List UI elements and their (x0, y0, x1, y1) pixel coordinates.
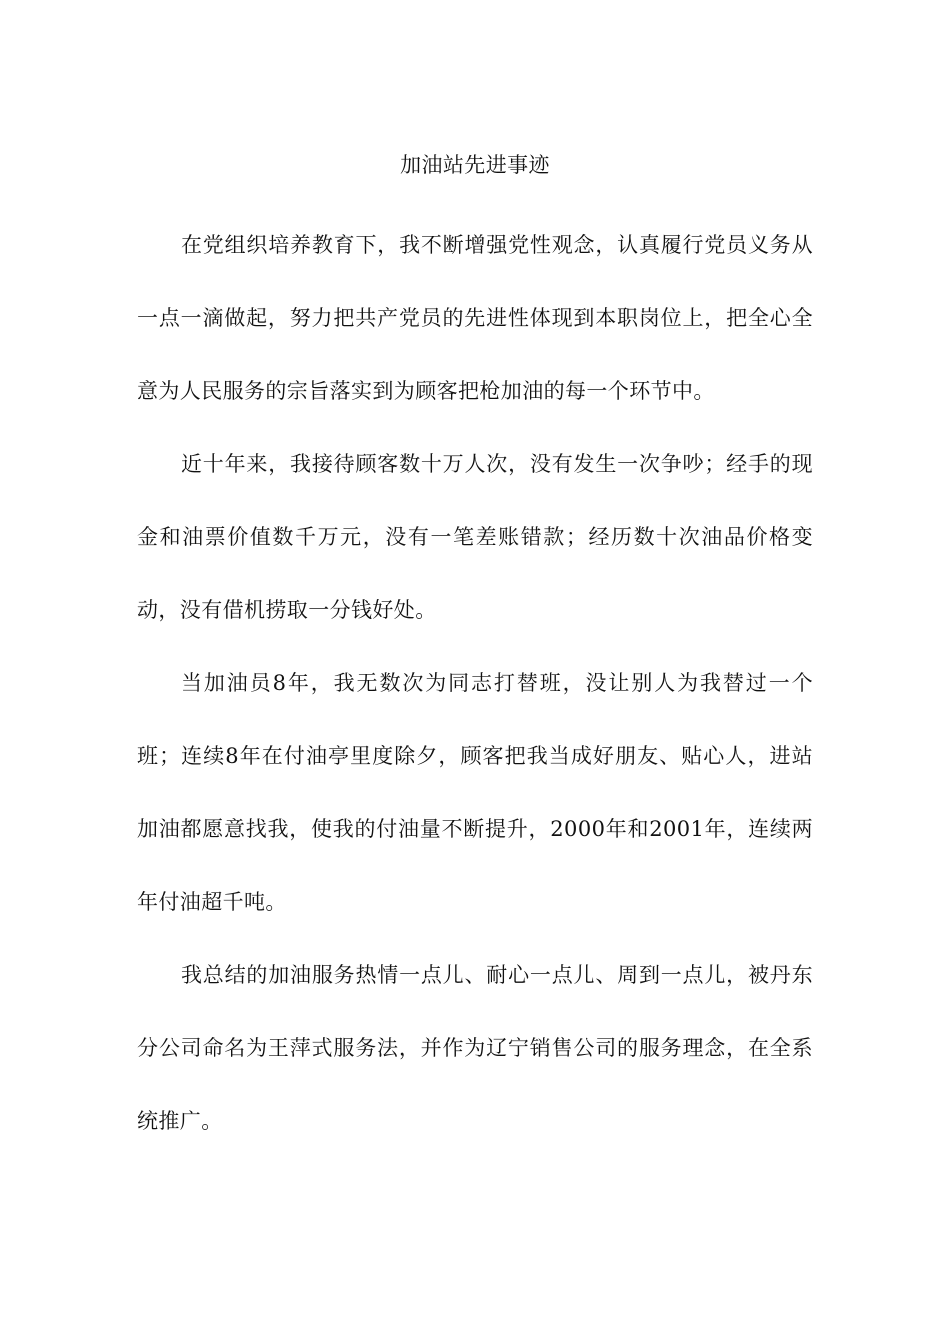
paragraph-4: 我总结的加油服务热情一点儿、耐心一点儿、周到一点儿，被丹东分公司命名为王萍式服务法，并作为辽宁销售公司的服务理念，在全系统推广。 (137, 963, 813, 1133)
document-body (137, 145, 813, 1158)
paragraph-3: 当加油员8年，我无数次为同志打替班，没让别人为我替过一个班；连续8年在付油亭里度除夕，顾客把我当成好朋友、贴心人，进站加油都愿意找我，使我的付油量不断提升，2000年和2001年，连续两年付油超千吨。 (137, 671, 813, 914)
document-title: 加油站先进事迹 (400, 153, 550, 177)
paragraph-2: 近十年来，我接待顾客数十万人次，没有发生一次争吵；经手的现金和油票价值数千万元，没有一笔差账错款；经历数十次油品价格变动，没有借机捞取一分钱好处。 (137, 452, 813, 622)
paragraph-1: 在党组织培养教育下，我不断增强党性观念，认真履行党员义务从一点一滴做起，努力把共产党员的先进性体现到本职岗位上，把全心全意为人民服务的宗旨落实到为顾客把枪加油的每一个环节中。 (137, 233, 813, 403)
